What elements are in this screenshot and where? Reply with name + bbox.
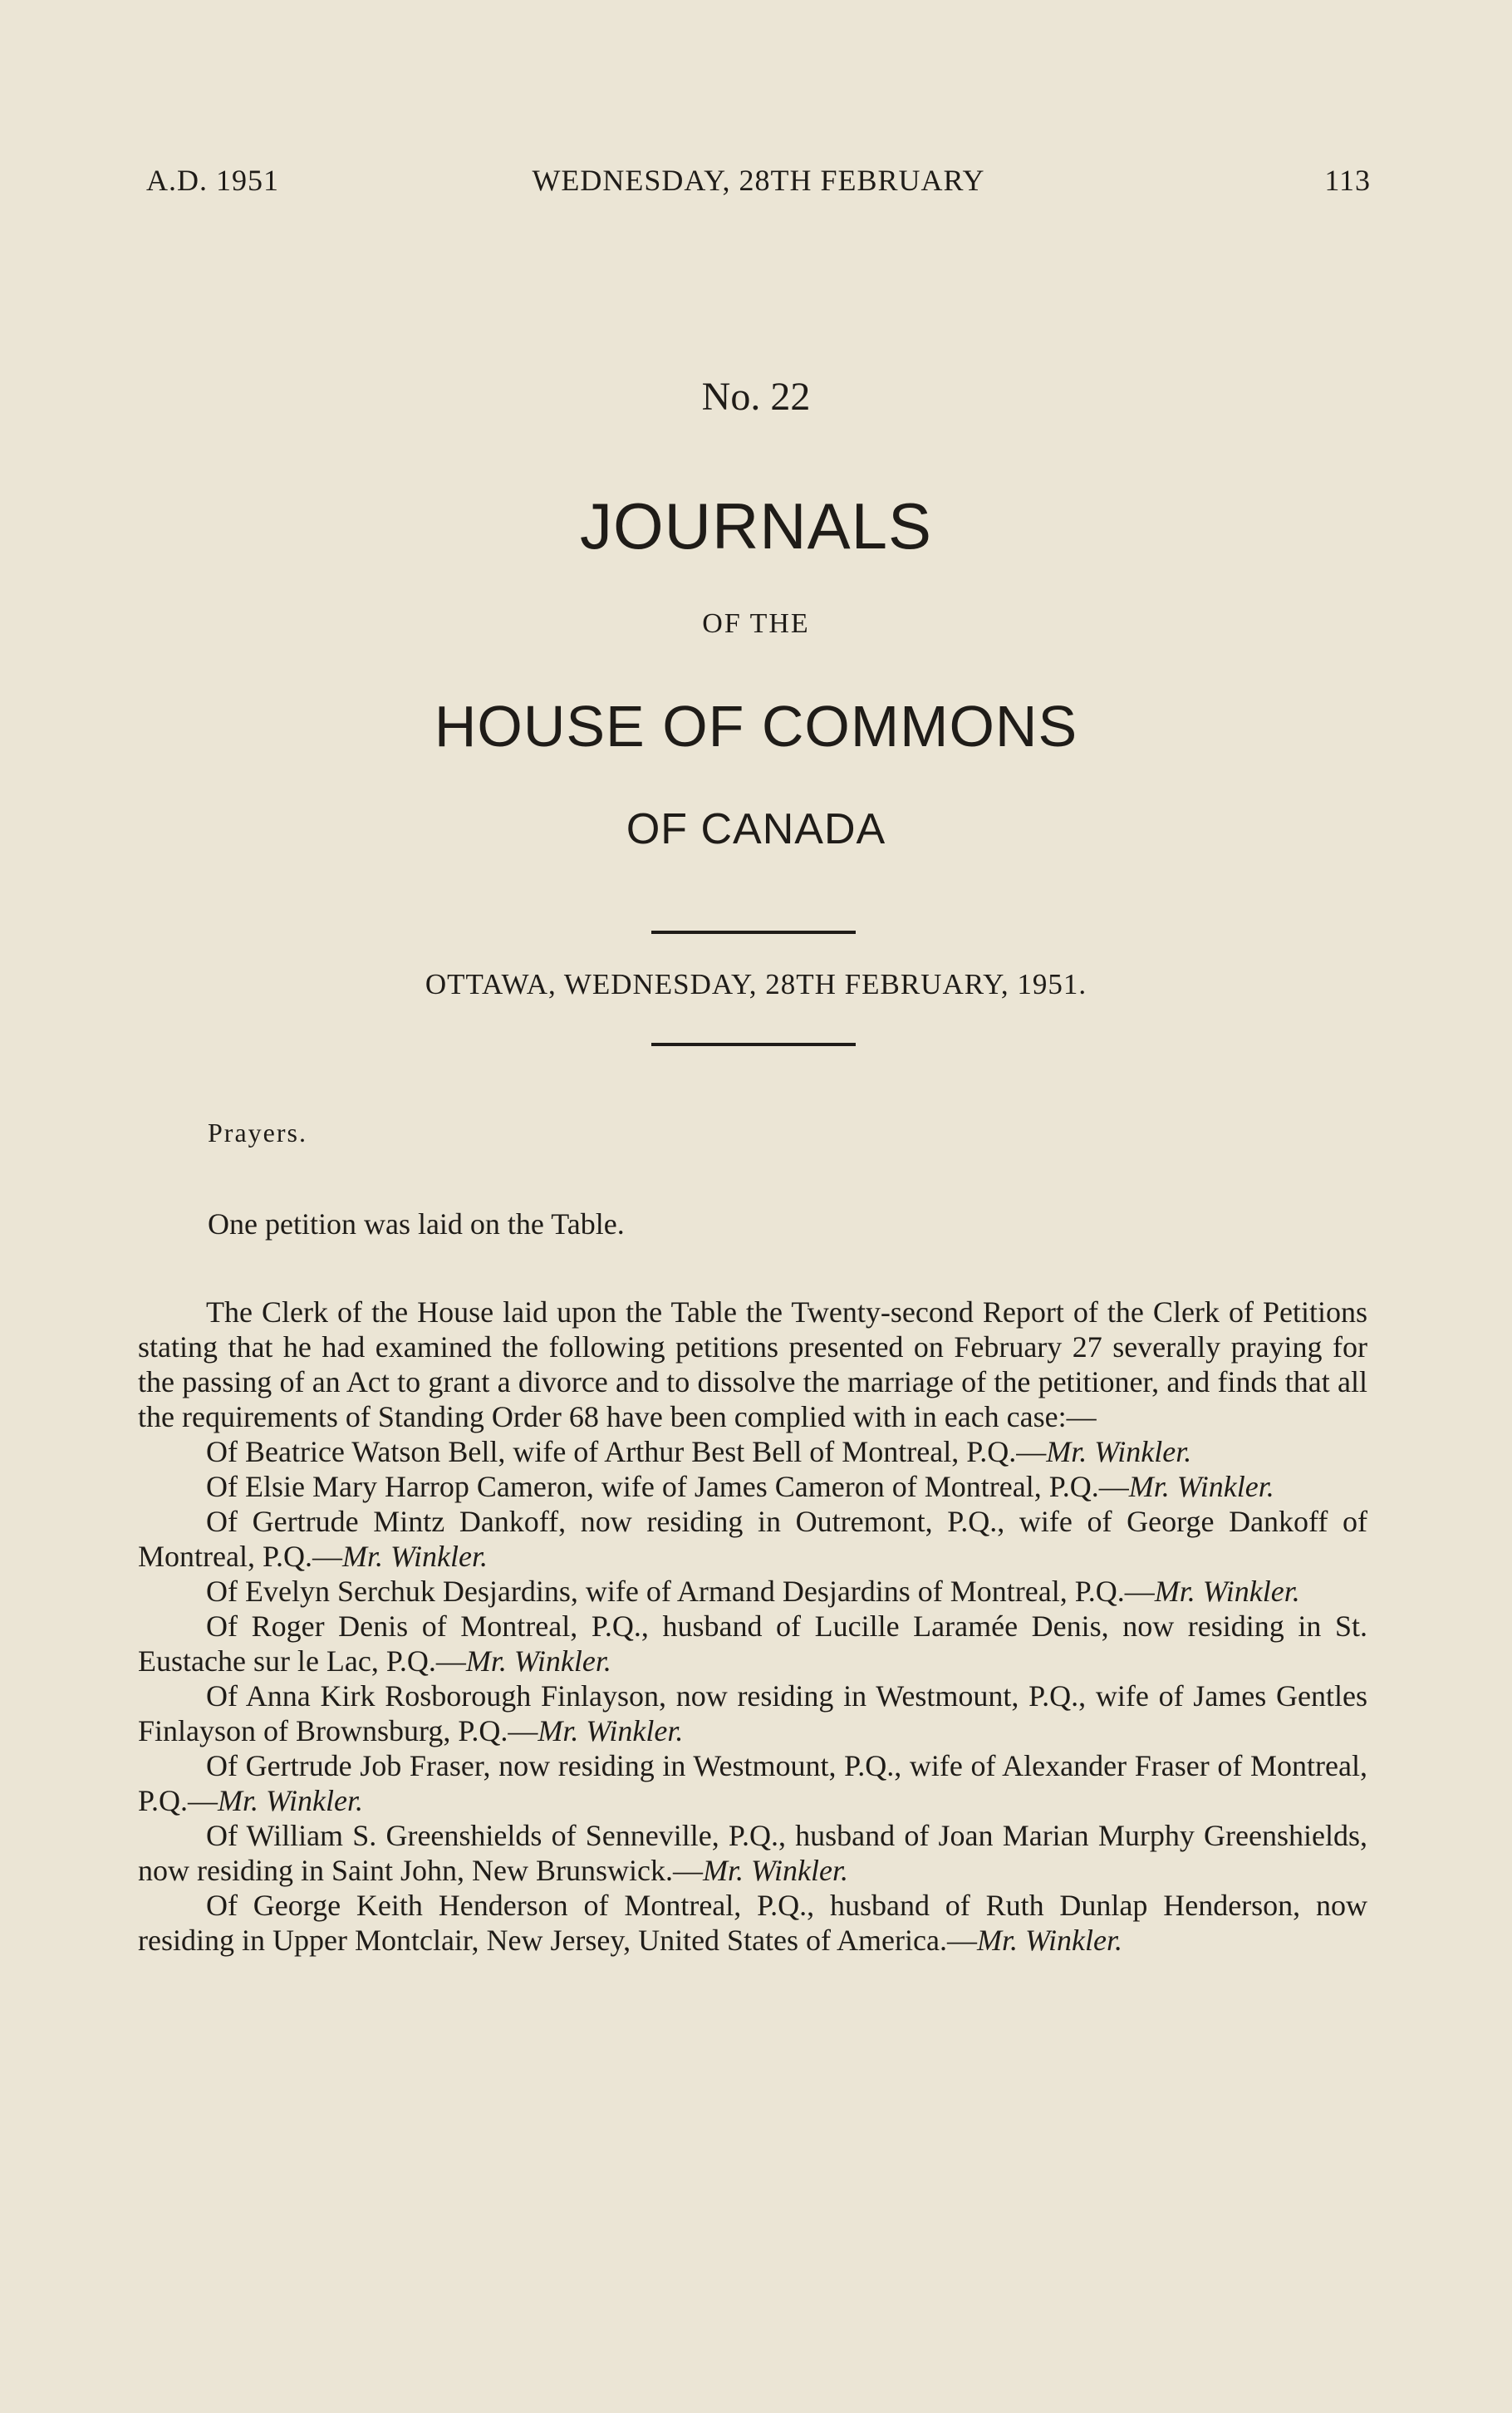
page-number: 113 <box>1324 164 1371 197</box>
petition-entry <box>138 1888 1367 1958</box>
running-head-year: A.D. 1951 <box>146 164 279 197</box>
petition-text: Of Anna Kirk Rosborough Finlayson, now residing in Westmount, P.Q., wife of James Gentles Finlayson of Brownsburg, P.Q.— <box>138 1679 1367 1747</box>
of-canada-title: OF CANADA <box>626 805 886 853</box>
clerk-report-paragraph: The Clerk of the House laid upon the Table the Twenty-second Report of the Clerk of Petitions stating that he had examined the following petitions presented on February 27 severally praying for the passing of an Act to grant a divorce and to dissolve the marriage of the petitioner, and finds that all the requirements of Standing Order 68 have been complied with in each case:— <box>138 1295 1367 1433</box>
petition-mover: Mr. Winkler. <box>538 1714 684 1747</box>
petition-entry <box>138 1748 1367 1818</box>
petition-entry <box>138 1678 1367 1748</box>
petition-entry <box>138 1434 1367 1469</box>
journal-body <box>138 1295 1367 1958</box>
prayers-heading: Prayers. <box>208 1118 307 1148</box>
petition-entry <box>138 1504 1367 1574</box>
petition-text: Of Beatrice Watson Bell, wife of Arthur Best Bell of Montreal, P.Q.— <box>206 1435 1047 1468</box>
of-the-label: OF THE <box>702 608 810 639</box>
running-head <box>146 160 1371 201</box>
petition-mover: Mr. Winkler. <box>1046 1435 1192 1468</box>
petition-mover: Mr. Winkler. <box>342 1540 488 1573</box>
petition-mover: Mr. Winkler. <box>976 1924 1122 1957</box>
petition-text: Of George Keith Henderson of Montreal, P.Q., husband of Ruth Dunlap Henderson, now residing in Upper Montclair, New Jersey, United States of America.— <box>138 1889 1367 1957</box>
petition-text: Of Elsie Mary Harrop Cameron, wife of James Cameron of Montreal, P.Q.— <box>206 1470 1129 1503</box>
petition-text: Of Evelyn Serchuk Desjardins, wife of Armand Desjardins of Montreal, P.Q.— <box>206 1575 1155 1608</box>
house-of-commons-title: HOUSE OF COMMONS <box>434 694 1078 759</box>
petition-entry <box>138 1609 1367 1678</box>
petition-entry <box>138 1469 1367 1504</box>
petition-entry <box>138 1818 1367 1888</box>
petition-text: Of Gertrude Mintz Dankoff, now residing in Outremont, P.Q., wife of George Dankoff of Montreal, P.Q.— <box>138 1505 1367 1573</box>
petition-mover: Mr. Winkler. <box>218 1784 364 1817</box>
petition-text: Of William S. Greenshields of Senneville, P.Q., husband of Joan Marian Murphy Greenshields, now residing in Saint John, New Brunswick.— <box>138 1819 1367 1887</box>
petition-mover: Mr. Winkler. <box>702 1854 848 1887</box>
petition-mover: Mr. Winkler. <box>1154 1575 1300 1608</box>
petition-entry <box>138 1574 1367 1609</box>
journal-number: No. 22 <box>701 375 811 419</box>
journals-title: JOURNALS <box>579 489 933 563</box>
dateline: OTTAWA, WEDNESDAY, 28TH FEBRUARY, 1951. <box>425 968 1087 1000</box>
divider-rule <box>651 1043 856 1046</box>
petition-text: Of Roger Denis of Montreal, P.Q., husband of Lucille Laramée Denis, now residing in St. Eustache sur le Lac, P.Q.— <box>138 1609 1367 1678</box>
petition-mover: Mr. Winkler. <box>465 1644 611 1678</box>
petition-text: Of Gertrude Job Fraser, now residing in Westmount, P.Q., wife of Alexander Fraser of Montreal, P.Q.— <box>138 1749 1367 1817</box>
petition-list <box>138 1434 1367 1958</box>
petition-mover: Mr. Winkler. <box>1128 1470 1274 1503</box>
petition-laid-line: One petition was laid on the Table. <box>208 1207 625 1241</box>
running-head-date: WEDNESDAY, 28TH FEBRUARY <box>532 164 985 197</box>
divider-rule <box>651 931 856 934</box>
